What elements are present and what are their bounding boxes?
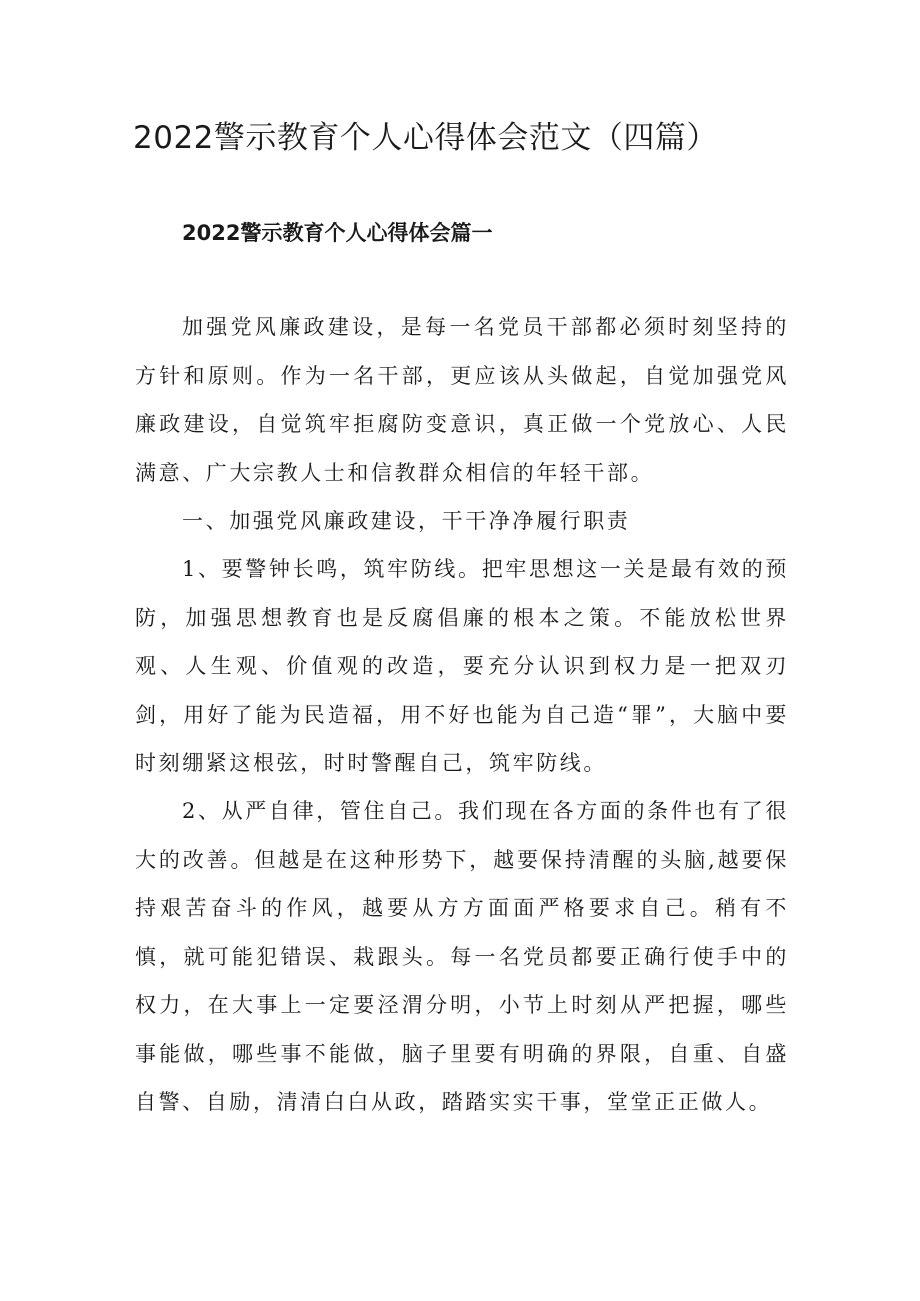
section-heading: 2022警示教育个人心得体会篇一 bbox=[182, 221, 493, 245]
document-title: 2022警示教育个人心得体会范文（四篇） bbox=[133, 120, 718, 156]
paragraph-point-two: 2、从严自律，管住自己。我们现在各方面的条件也有了很大的改善。但越是在这种形势下，越要保持清醒的头脑,越要保持艰苦奋斗的作风，越要从方方面面严格要求自己。稍有不慎，就可能犯错误、栽跟头。每一名党员都要正确行使手中的权力，在大事上一定要泾渭分明，小节上时刻从严把握，哪些事能做，哪些事不能做，脑子里要有明确的界限，自重、自盛自警、自励，清清白白从政，踏踏实实干事，堂堂正正做人。 bbox=[135, 799, 789, 1114]
paragraph-intro: 加强党风廉政建设，是每一名党员干部都必须时刻坚持的方针和原则。作为一名干部，更应该从头做起，自觉加强党风廉政建设，自觉筑牢拒腐防变意识，真正做一个党放心、人民满意、广大宗教人士和信教群众相信的年轻干部。 bbox=[135, 315, 789, 485]
paragraph-heading-one: 一、加强党风廉政建设，干干净净履行职责 bbox=[182, 509, 631, 533]
paragraph-point-one: 1、要警钟长鸣，筑牢防线。把牢思想这一关是最有效的预防，加强思想教育也是反腐倡廉的根本之策。不能放松世界观、人生观、价值观的改造，要充分认识到权力是一把双刃剑，用好了能为民造福，用不好也能为自己造“罪”，大脑中要时刻绷紧这根弦，时时警醒自己，筑牢防线。 bbox=[135, 557, 789, 775]
